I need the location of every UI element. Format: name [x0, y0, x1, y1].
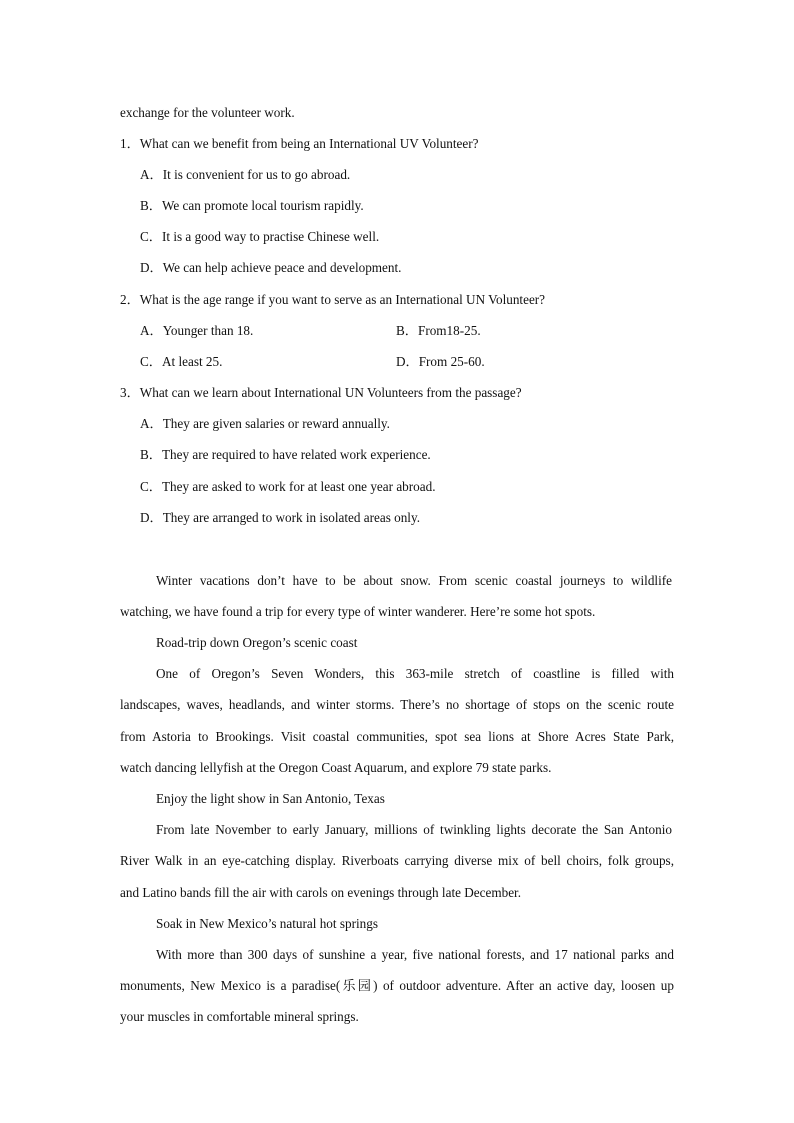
question-1-option-d: D．We can help achieve peace and development. — [140, 260, 402, 275]
section-2-heading: Enjoy the light show in San Antonio, Texas — [156, 791, 385, 806]
question-1-option-b: B．We can promote local tourism rapidly. — [140, 198, 364, 213]
section-1-line-2: landscapes, waves, headlands, and winter storms. There’s no shortage of stops on the scenic route — [120, 697, 674, 712]
passage-intro-line-1: Winter vacations don’t have to be about snow. From scenic coastal journeys to wildlife — [156, 573, 672, 588]
section-2-line-3: and Latino bands fill the air with carols on evenings through late December. — [120, 885, 522, 900]
lead-line: exchange for the volunteer work. — [120, 105, 295, 120]
question-2-option-d: D．From 25-60. — [396, 354, 485, 369]
section-3-line-2: monuments, New Mexico is a paradise(乐园) of outdoor adventure. After an active day, loosen up — [120, 978, 674, 993]
section-2-line-2: River Walk in an eye-catching display. Riverboats carrying diverse mix of bell choirs, folk groups, — [120, 853, 674, 868]
question-2-option-b: B．From18-25. — [396, 323, 481, 338]
question-1-option-a: A．It is convenient for us to go abroad. — [140, 167, 351, 182]
question-1-stem: 1．What can we benefit from being an International UV Volunteer? — [120, 136, 479, 151]
section-1-line-1: One of Oregon’s Seven Wonders, this 363-mile stretch of coastline is filled with — [156, 666, 674, 681]
question-2-option-a: A．Younger than 18. — [140, 323, 254, 338]
section-1-line-4: watch dancing lellyfish at the Oregon Coast Aquarum, and explore 79 state parks. — [120, 760, 552, 775]
passage-intro-line-2: watching, we have found a trip for every type of winter wanderer. Here’re some hot spots. — [120, 604, 596, 619]
question-2-stem: 2．What is the age range if you want to serve as an International UN Volunteer? — [120, 292, 546, 307]
question-2-option-c: C．At least 25. — [140, 354, 223, 369]
section-3-line-1: With more than 300 days of sunshine a year, five national forests, and 17 national parks and — [156, 947, 674, 962]
question-3-option-b: B．They are required to have related work experience. — [140, 447, 431, 462]
question-3-option-d: D．They are arranged to work in isolated areas only. — [140, 510, 421, 525]
section-3-line-3: your muscles in comfortable mineral springs. — [120, 1009, 359, 1024]
section-1-line-3: from Astoria to Brookings. Visit coastal communities, spot sea lions at Shore Acres State Park, — [120, 729, 674, 744]
section-2-line-1: From late November to early January, millions of twinkling lights decorate the San Antonio — [156, 822, 672, 837]
section-1-heading: Road-trip down Oregon’s scenic coast — [156, 635, 358, 650]
section-3-heading: Soak in New Mexico’s natural hot springs — [156, 916, 378, 931]
question-1-option-c: C．It is a good way to practise Chinese well. — [140, 229, 380, 244]
question-3-option-a: A．They are given salaries or reward annually. — [140, 416, 390, 431]
question-3-stem: 3．What can we learn about International UN Volunteers from the passage? — [120, 385, 522, 400]
question-3-option-c: C．They are asked to work for at least one year abroad. — [140, 479, 436, 494]
